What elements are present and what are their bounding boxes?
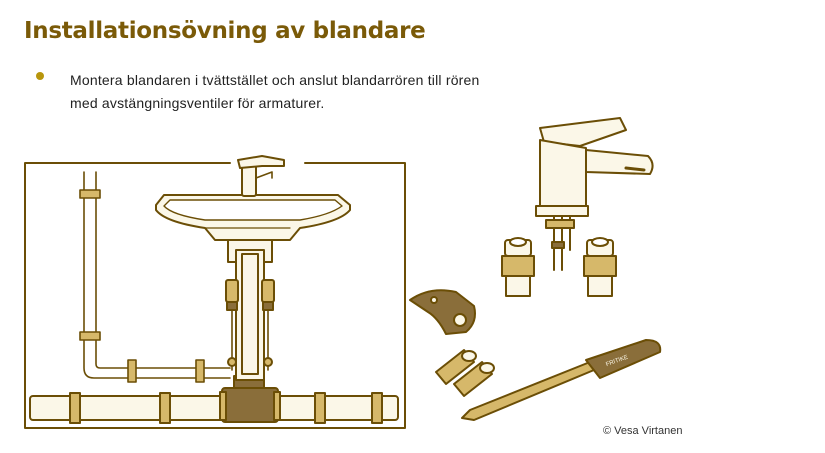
sink-installation bbox=[25, 156, 405, 428]
sink-faucet bbox=[238, 156, 284, 196]
compression-fitting-left bbox=[502, 238, 534, 296]
screwdriver bbox=[462, 340, 660, 420]
svg-text:FRITIKE: FRITIKE bbox=[605, 354, 629, 369]
instruction-line-2: med avstängningsventiler för armaturer. bbox=[70, 95, 325, 111]
mounting-plate bbox=[410, 290, 475, 334]
instruction-line-1: Montera blandaren i tvättstället och anslut blandarrören till rören bbox=[70, 72, 480, 88]
floor-pipe bbox=[30, 393, 398, 423]
parts bbox=[410, 118, 660, 420]
image-credit: © Vesa Virtanen bbox=[603, 425, 683, 437]
wash-basin bbox=[156, 195, 350, 240]
page-title: Installationsövning av blandare bbox=[24, 18, 426, 44]
compression-fitting-right bbox=[584, 238, 616, 296]
pipe-tee bbox=[220, 376, 280, 422]
